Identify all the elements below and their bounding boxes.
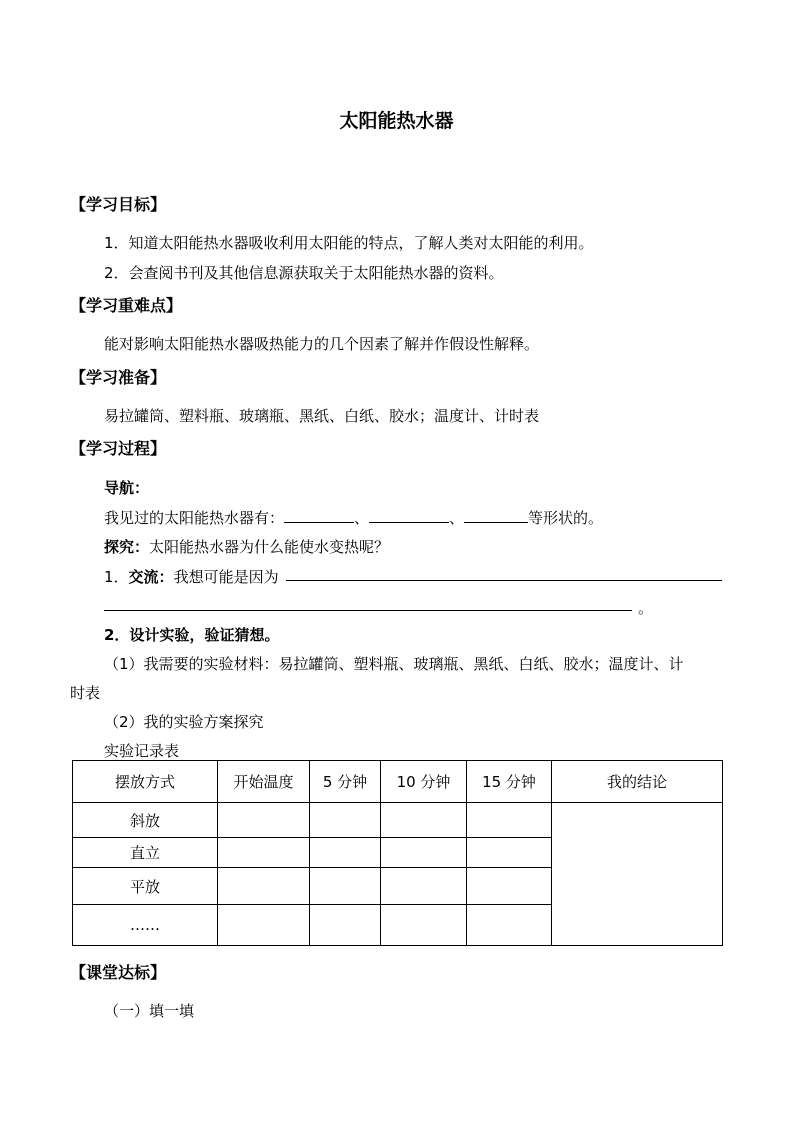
- table-cell[interactable]: [310, 905, 381, 946]
- seen-line: [104, 507, 603, 528]
- materials-text: （1）我需要的实验材料：易拉罐筒、塑料瓶、玻璃瓶、黑纸、白纸、胶水；温度计、计: [104, 655, 684, 673]
- table-cell[interactable]: [467, 868, 552, 905]
- table-row-label: ……: [73, 905, 218, 946]
- table-header-row: [73, 761, 723, 803]
- explore-line: [104, 536, 389, 557]
- table-row-label: 直立: [73, 838, 218, 868]
- separator: 、: [449, 509, 465, 527]
- table-row-label: 斜放: [73, 803, 218, 838]
- design-heading: 2．设计实验，验证猜想。: [104, 626, 280, 644]
- seen-text: 我见过的太阳能热水器有：: [104, 509, 285, 527]
- key-points-text: 能对影响太阳能热水器吸热能力的几个因素了解并作假设性解释。: [104, 335, 540, 353]
- answer-line[interactable]: [286, 580, 722, 581]
- fill-label: （一）填一填: [104, 1002, 195, 1020]
- table-cell[interactable]: [381, 838, 467, 868]
- table-cell[interactable]: [381, 905, 467, 946]
- plan-text: （2）我的实验方案探究: [104, 713, 264, 731]
- table-cell[interactable]: [467, 838, 552, 868]
- table-cell[interactable]: [310, 868, 381, 905]
- nav-label: 导航：: [104, 479, 150, 497]
- goal-item: 2．会查阅书刊及其他信息源获取关于太阳能热水器的资料。: [104, 264, 504, 282]
- table-row: [73, 803, 723, 838]
- table-caption: 实验记录表: [104, 742, 180, 760]
- table-header-cell: 15 分钟: [467, 761, 552, 803]
- explore-text: 太阳能热水器为什么能使水变热呢？: [149, 538, 390, 556]
- table-row-label: 平放: [73, 868, 218, 905]
- period: 。: [638, 599, 654, 617]
- table-header-cell: 我的结论: [552, 761, 723, 803]
- page-title: 太阳能热水器: [339, 110, 454, 132]
- table-cell[interactable]: [467, 803, 552, 838]
- table-header-cell: 10 分钟: [381, 761, 467, 803]
- blank-field[interactable]: [464, 508, 528, 523]
- section-heading-prep: 【学习准备】: [70, 368, 167, 387]
- exchange-line: [104, 566, 279, 587]
- table-cell[interactable]: [381, 868, 467, 905]
- prep-text: 易拉罐筒、塑料瓶、玻璃瓶、黑纸、白纸、胶水；温度计、计时表: [104, 407, 540, 425]
- conclusion-cell[interactable]: [552, 803, 723, 946]
- materials-text-continued: 时表: [70, 684, 101, 702]
- table-cell[interactable]: [218, 803, 310, 838]
- record-table: [72, 760, 723, 946]
- table-cell[interactable]: [218, 838, 310, 868]
- table-header-cell: 开始温度: [218, 761, 310, 803]
- blank-field[interactable]: [284, 508, 354, 523]
- table-header-cell: 摆放方式: [73, 761, 218, 803]
- section-heading-process: 【学习过程】: [70, 439, 167, 458]
- table-cell[interactable]: [310, 838, 381, 868]
- exchange-number: 1．: [104, 568, 129, 586]
- section-heading-key-points: 【学习重难点】: [70, 296, 183, 315]
- table-cell[interactable]: [218, 868, 310, 905]
- answer-line[interactable]: [104, 610, 632, 611]
- table-cell[interactable]: [218, 905, 310, 946]
- table-cell[interactable]: [381, 803, 467, 838]
- exchange-text: 我想可能是因为: [173, 568, 279, 586]
- table-cell[interactable]: [467, 905, 552, 946]
- goal-item: 1．知道太阳能热水器吸收利用太阳能的特点，了解人类对太阳能的利用。: [104, 234, 594, 252]
- section-heading-class: 【课堂达标】: [70, 963, 167, 982]
- explore-label: 探究：: [104, 538, 150, 556]
- section-heading-goals: 【学习目标】: [70, 195, 167, 214]
- table-header-cell: 5 分钟: [310, 761, 381, 803]
- exchange-label: 交流：: [128, 568, 174, 586]
- separator: 、: [354, 509, 370, 527]
- table-cell[interactable]: [310, 803, 381, 838]
- blank-field[interactable]: [369, 508, 449, 523]
- seen-end-text: 等形状的。: [528, 509, 604, 527]
